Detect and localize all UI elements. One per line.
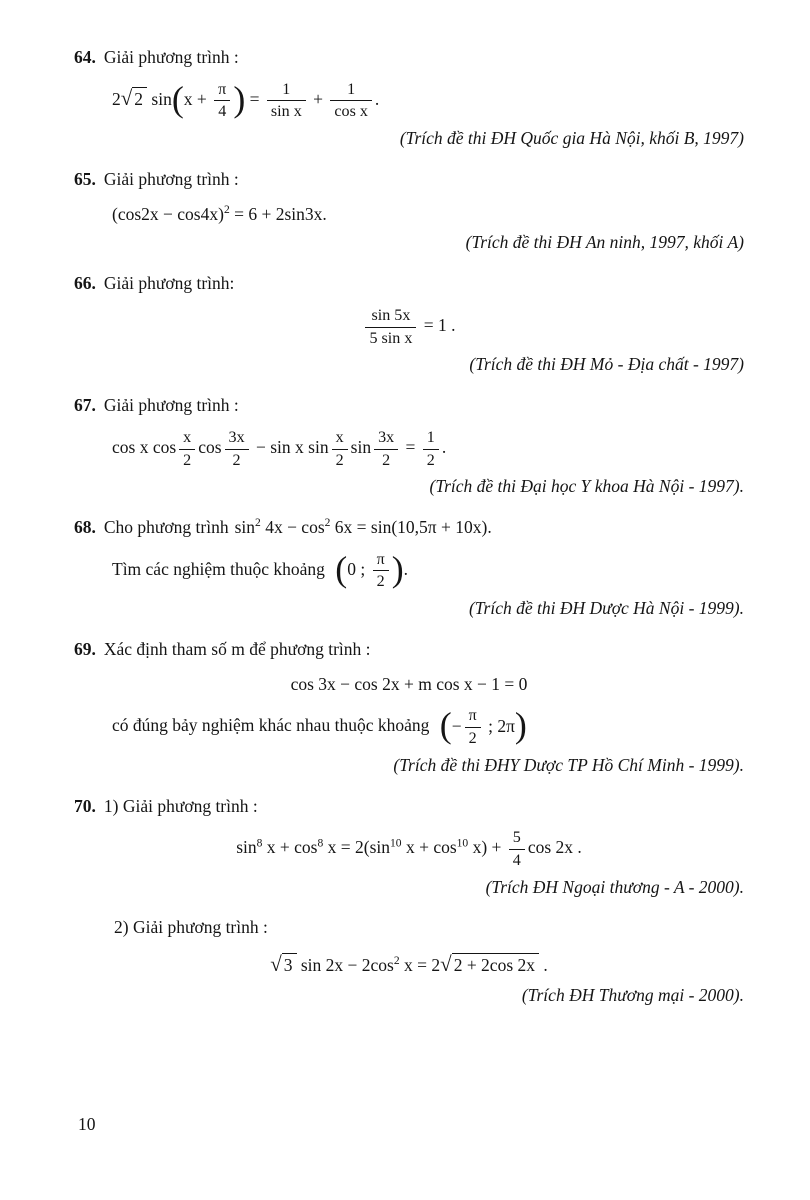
math-lp: (	[439, 705, 452, 746]
math-frac	[330, 81, 372, 121]
math-txt: cos 3x − cos 2x + m cos x − 1 = 0	[290, 673, 528, 694]
math-txt: ; 2π	[483, 715, 515, 736]
math-sup: 2	[223, 203, 230, 216]
fraction-numerator: x	[179, 429, 195, 450]
fraction-denominator: 4	[218, 103, 227, 121]
math-sqrt	[440, 951, 539, 978]
fraction-numerator: 3x	[225, 429, 249, 450]
math-txt: =	[245, 88, 264, 109]
fraction-denominator: 5 sin x	[369, 329, 413, 347]
problem-head	[74, 516, 744, 539]
math-lp: (	[171, 78, 184, 119]
part-label: 1) Giải phương trình :	[103, 795, 258, 816]
math-rp: )	[391, 548, 404, 589]
problem-number: 65.	[74, 168, 96, 189]
fraction-numerator: 5	[509, 829, 525, 850]
math-txt: = 6 + 2sin3x.	[229, 203, 327, 224]
problem-number: 66.	[74, 273, 96, 294]
attribution: (Trích đề thi ĐH Mỏ - Địa chất - 1997)	[469, 354, 744, 375]
page-number: 10	[78, 1114, 96, 1134]
problem-number: 64.	[74, 47, 96, 67]
math-txt: cos 2x .	[527, 837, 582, 858]
math-txt: x = 2	[399, 955, 441, 976]
radical-sign: √	[120, 85, 133, 110]
math-frac	[509, 829, 525, 869]
inline-formula	[335, 548, 409, 591]
math-frac	[214, 81, 230, 121]
math-frac	[374, 429, 398, 469]
math-frac	[332, 429, 348, 469]
math-txt: sin 2x − 2cos	[296, 955, 394, 976]
math-txt: sin	[350, 437, 372, 458]
problem-intro: Xác định tham số m để phương trình :	[103, 638, 371, 659]
attribution: (Trích đề thi ĐH An ninh, 1997, khối A)	[465, 232, 744, 253]
math-txt: cos	[198, 437, 222, 458]
math-frac	[365, 307, 416, 347]
problem-head	[74, 394, 744, 417]
math-txt: .	[403, 558, 409, 579]
math-txt: sin	[147, 88, 172, 109]
attribution: (Trích ĐH Ngoại thương - A - 2000).	[485, 876, 744, 897]
math-sup: 2	[324, 517, 331, 530]
problem-66	[74, 272, 744, 376]
attribution: (Trích đề thi ĐHY Dược TP Hồ Chí Minh - 1999).	[393, 754, 744, 775]
problem-64	[74, 46, 744, 150]
problem-subline	[112, 707, 744, 747]
math-txt: =	[401, 437, 420, 458]
formula	[74, 951, 744, 978]
math-txt: x + cos	[262, 837, 318, 858]
fraction-numerator: 1	[267, 81, 306, 102]
math-rp: )	[514, 705, 527, 746]
fraction-numerator: π	[373, 551, 389, 572]
math-sqrt	[121, 85, 147, 112]
math-sup: 10	[390, 837, 402, 850]
fraction-denominator: 2	[382, 451, 391, 469]
attribution: (Trích ĐH Thương mại - 2000).	[521, 985, 744, 1006]
problem-head	[74, 795, 744, 818]
math-txt: 2	[112, 88, 121, 109]
fraction-denominator: 4	[512, 851, 521, 869]
inline-formula	[235, 517, 492, 537]
fraction-numerator: π	[465, 707, 481, 728]
formula	[74, 673, 744, 696]
math-txt: = 1 .	[419, 315, 456, 336]
math-frac	[179, 429, 195, 469]
formula	[112, 429, 744, 469]
math-txt: x = 2(sin	[323, 837, 391, 858]
math-txt: cos x cos	[112, 437, 177, 458]
math-frac	[423, 429, 439, 469]
math-lp: (	[335, 548, 348, 589]
problem-subline	[112, 548, 744, 591]
math-txt: .	[539, 955, 548, 976]
math-txt: .	[374, 88, 380, 109]
radicand: 3	[282, 953, 297, 975]
fraction-numerator: 3x	[374, 429, 398, 450]
attribution: (Trích đề thi ĐH Quốc gia Hà Nội, khối B, 1997)	[399, 128, 744, 149]
math-txt: x) +	[468, 837, 506, 858]
problem-head	[74, 638, 744, 661]
part-label: 2) Giải phương trình :	[114, 917, 268, 938]
math-txt: .	[441, 437, 447, 458]
math-txt: +	[308, 88, 328, 109]
formula	[112, 203, 744, 226]
radical-sign: √	[440, 952, 452, 977]
math-sup: 8	[256, 837, 263, 850]
fraction-denominator: 2	[232, 451, 241, 469]
math-txt: (cos2x − cos4x)	[112, 203, 224, 224]
math-txt: x +	[183, 88, 212, 109]
problem-intro: Giải phương trình :	[103, 395, 239, 416]
problem-67	[74, 394, 744, 498]
fraction-denominator: 2	[468, 730, 477, 748]
fraction-denominator: 2	[426, 451, 435, 469]
problem-number: 67.	[74, 395, 96, 416]
math-txt: x + cos	[401, 837, 457, 858]
problem-intro: Giải phương trình:	[103, 273, 235, 294]
math-sup: 2	[255, 517, 261, 530]
math-frac	[373, 551, 389, 591]
problem-number: 70.	[74, 795, 96, 816]
fraction-numerator: 1	[423, 429, 439, 450]
attribution: (Trích đề thi Đại học Y khoa Hà Nội - 1997).	[429, 476, 744, 497]
math-txt: sin	[236, 837, 257, 858]
problem-65	[74, 168, 744, 254]
fraction-denominator: 2	[183, 451, 192, 469]
math-rp: )	[233, 78, 246, 119]
problem-69	[74, 638, 744, 777]
fraction-numerator: x	[332, 429, 348, 450]
math-txt: −	[451, 715, 462, 736]
math-txt: 6x = sin(10,5π + 10x).	[330, 516, 492, 537]
problem-intro: Cho phương trình	[103, 516, 229, 537]
problem-head	[74, 168, 744, 191]
problem-68	[74, 516, 744, 620]
fraction-denominator: sin x	[270, 103, 302, 121]
attribution: (Trích đề thi ĐH Dược Hà Nội - 1999).	[468, 598, 744, 619]
radicand: 2	[132, 87, 147, 109]
problem-number: 68.	[74, 516, 96, 537]
math-txt: 0 ;	[347, 558, 370, 579]
math-sqrt	[270, 951, 296, 978]
subline-text: có đúng bảy nghiệm khác nhau thuộc khoảng	[112, 715, 430, 736]
math-txt: sin	[234, 516, 256, 537]
formula	[74, 307, 744, 347]
math-txt: − sin x sin	[251, 437, 329, 458]
math-txt: 4x − cos	[260, 516, 325, 537]
problem-intro: Giải phương trình :	[103, 47, 239, 67]
radical-sign: √	[270, 952, 282, 977]
problem-intro: Giải phương trình :	[103, 168, 239, 189]
fraction-denominator: cos x	[334, 103, 368, 121]
inline-formula	[439, 705, 527, 748]
problem-head	[74, 272, 744, 295]
subline-text: Tìm các nghiệm thuộc khoảng	[112, 558, 325, 579]
problem-number: 69.	[74, 638, 96, 659]
formula	[112, 78, 744, 121]
fraction-numerator: 1	[330, 81, 372, 102]
math-sup: 8	[317, 837, 324, 850]
math-sup: 2	[393, 955, 400, 968]
fraction-denominator: 2	[376, 573, 385, 591]
radicand: 2 + 2cos 2x	[452, 953, 539, 975]
fraction-numerator: sin 5x	[365, 307, 416, 328]
problem-head	[74, 46, 744, 69]
math-sup: 10	[456, 837, 469, 850]
fraction-numerator: π	[214, 81, 230, 102]
math-frac	[225, 429, 249, 469]
fraction-denominator: 2	[335, 451, 344, 469]
math-frac	[267, 81, 306, 121]
formula	[74, 829, 744, 869]
math-frac	[465, 707, 481, 747]
problem-70	[74, 795, 744, 1008]
